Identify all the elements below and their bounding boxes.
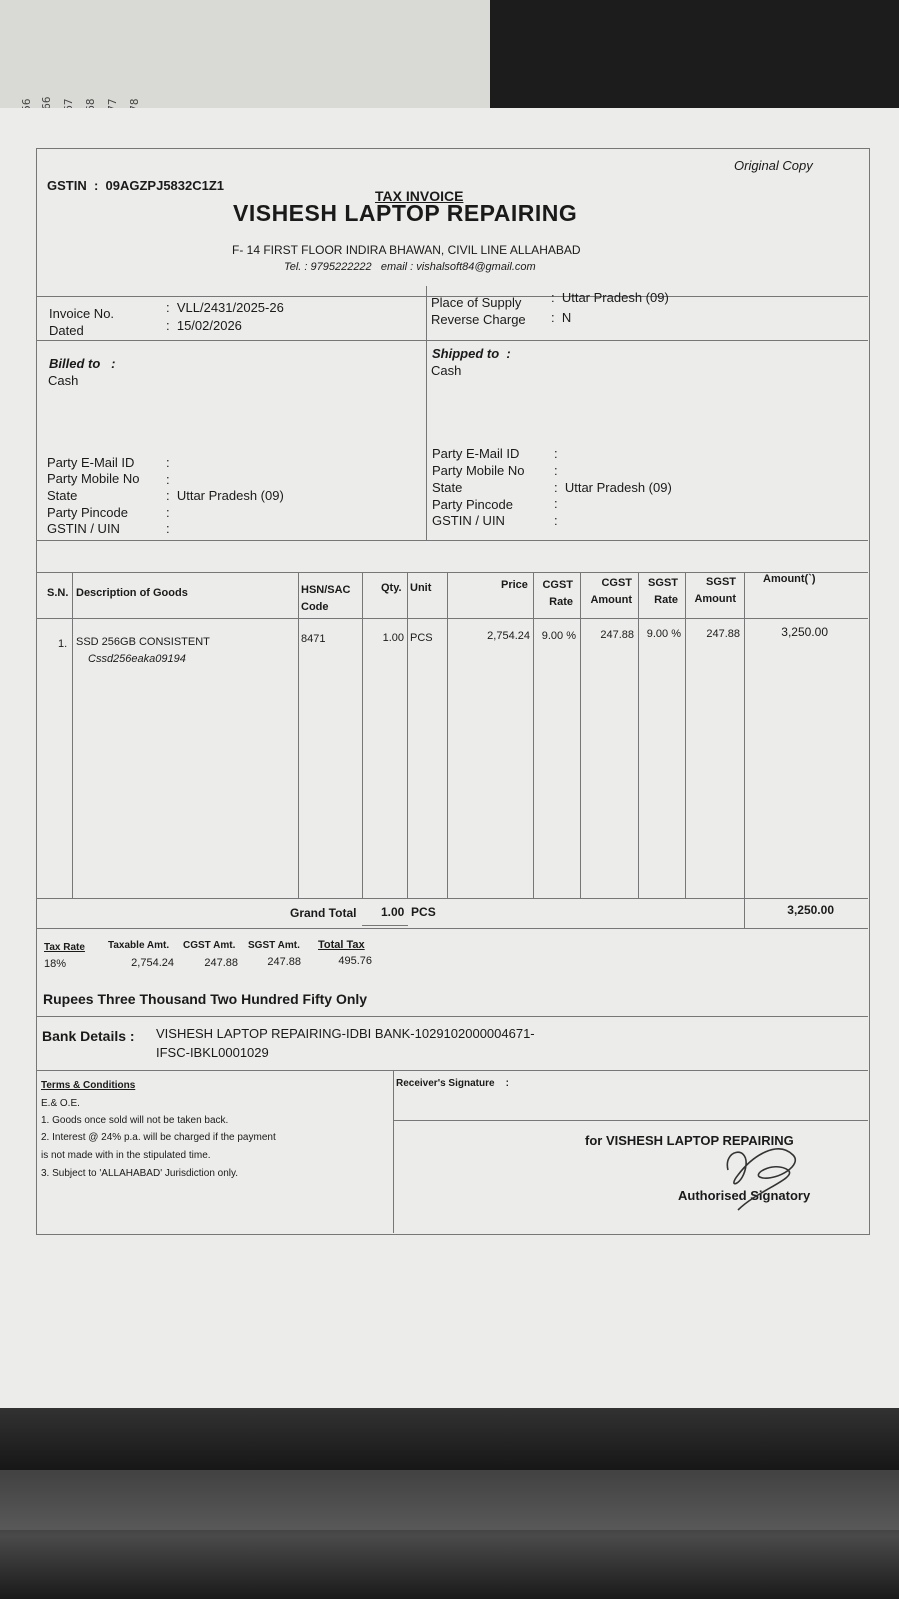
col-header-sgst-amount: SGST Amount — [694, 576, 736, 605]
shipped-gstin-label: GSTIN / UIN — [432, 513, 505, 528]
divider — [36, 1070, 868, 1071]
tax-header-sgst: SGST Amt. — [248, 940, 300, 951]
row-description: SSD 256GB CONSISTENT — [76, 636, 210, 648]
shipped-pincode-label: Party Pincode — [432, 497, 513, 512]
bank-details-line2: IFSC-IBKL0001029 — [156, 1045, 269, 1060]
shipped-colons: : : : Uttar Pradesh (09) : : — [554, 446, 672, 529]
place-of-supply-label: Place of Supply — [431, 295, 522, 310]
tax-header-taxable: Taxable Amt. — [108, 940, 170, 951]
divider — [393, 1120, 868, 1121]
row-serial-number: Cssd256eaka09194 — [88, 653, 186, 665]
dated-label: Dated — [49, 323, 84, 338]
place-of-supply-value: : Uttar Pradesh (09) — [551, 290, 669, 305]
authorised-signatory: Authorised Signatory — [678, 1188, 811, 1203]
grand-total-qty: 1.00 PCS — [381, 905, 436, 919]
row-sn: 1. — [58, 638, 68, 650]
company-name: VISHESH LAPTOP REPAIRING — [233, 200, 578, 226]
row-cgst-rate: 9.00 % — [541, 630, 576, 642]
reverse-charge-value: : N — [551, 310, 572, 325]
background-dark-surface — [490, 0, 899, 120]
col-header-description: Description of Goods — [76, 587, 188, 599]
divider — [393, 1070, 394, 1233]
row-amount: 3,250.00 — [781, 625, 828, 639]
billed-colons: : : : Uttar Pradesh (09) : : — [166, 455, 284, 536]
row-sgst-rate: 9.00 % — [646, 628, 681, 640]
bank-details-line1: VISHESH LAPTOP REPAIRING-IDBI BANK-1029102000004671- — [156, 1026, 535, 1041]
shipped-state-label: State — [432, 480, 463, 495]
row-cgst-amount: 247.88 — [600, 629, 634, 641]
terms-heading: Terms & Conditions — [41, 1080, 136, 1091]
tax-value-taxable: 2,754.24 — [131, 957, 174, 969]
billed-gstin-label: GSTIN / UIN — [47, 521, 120, 536]
col-header-cgst-amount: CGST Amount — [590, 577, 632, 606]
company-address: F- 14 FIRST FLOOR INDIRA BHAWAN, CIVIL LINE ALLAHABAD — [232, 243, 581, 257]
row-unit: PCS — [410, 632, 433, 644]
seller-gstin: GSTIN : 09AGZPJ5832C1Z1 — [47, 178, 225, 193]
divider — [36, 340, 868, 341]
col-header-qty: Qty. — [381, 582, 402, 594]
background-glare — [0, 1470, 899, 1530]
shipped-email-label: Party E-Mail ID — [432, 446, 520, 461]
column-divider — [580, 572, 581, 898]
billed-state-label: State — [47, 488, 78, 503]
tax-value-total: 495.76 — [338, 955, 372, 967]
divider — [36, 540, 868, 541]
invoice-no-label: Invoice No. — [49, 306, 115, 321]
billed-email-label: Party E-Mail ID — [47, 455, 135, 470]
grand-total-amount: 3,250.00 — [787, 903, 834, 917]
billed-pincode-label: Party Pincode — [47, 505, 128, 520]
row-sgst-amount: 247.88 — [706, 628, 740, 640]
col-header-sgst-rate: SGST Rate — [648, 577, 678, 606]
divider — [36, 1016, 868, 1017]
amount-in-words: Rupees Three Thousand Two Hundred Fifty Only — [43, 991, 368, 1007]
signature-scribble — [718, 1130, 808, 1220]
terms-item: 2. Interest @ 24% p.a. will be charged if the payment — [41, 1132, 276, 1143]
col-header-price: Price — [501, 579, 528, 591]
tax-header-total: Total Tax — [318, 939, 365, 951]
billed-mobile-label: Party Mobile No — [47, 471, 140, 486]
shipped-to-name: Cash — [431, 363, 462, 378]
col-header-sn: S.N. — [47, 587, 69, 599]
column-divider — [533, 572, 534, 898]
tax-header-rate: Tax Rate — [44, 942, 85, 953]
column-divider — [685, 572, 686, 898]
column-divider — [72, 572, 73, 898]
col-header-amount: Amount(`) — [763, 573, 816, 585]
invoice-no-value: : VLL/2431/2025-26 — [166, 300, 284, 315]
document-title: TAX INVOICE — [375, 188, 464, 204]
for-company: for VISHESH LAPTOP REPAIRING — [585, 1133, 794, 1148]
tax-value-sgst: 247.88 — [267, 956, 301, 968]
col-header-unit: Unit — [410, 582, 432, 594]
company-contact: Tel. : 9795222222 email : vishalsoft84@gmail.com — [284, 261, 536, 273]
reverse-charge-label: Reverse Charge — [431, 312, 526, 327]
terms-eoe: E.& O.E. — [41, 1098, 80, 1109]
row-hsn: 8471 — [301, 633, 326, 645]
tax-value-rate: 18% — [44, 958, 67, 970]
column-divider — [638, 572, 639, 898]
tax-header-cgst: CGST Amt. — [183, 940, 236, 951]
row-price: 2,754.24 — [487, 630, 530, 642]
terms-item: 1. Goods once sold will not be taken back. — [41, 1115, 229, 1126]
dated-value: : 15/02/2026 — [166, 318, 242, 333]
grand-total-label: Grand Total — [290, 906, 357, 920]
divider — [36, 928, 868, 929]
terms-item: is not made with in the stipulated time. — [41, 1150, 211, 1161]
tax-value-cgst: 247.88 — [204, 957, 238, 969]
underline — [362, 925, 408, 926]
billed-to-name: Cash — [48, 373, 79, 388]
column-divider — [447, 572, 448, 898]
column-divider — [298, 572, 299, 898]
receiver-signature-label: Receiver's Signature : — [396, 1078, 509, 1089]
column-divider — [362, 572, 363, 898]
copy-label: Original Copy — [734, 158, 813, 173]
col-header-cgst-rate: CGST Rate — [542, 579, 573, 608]
shipped-mobile-label: Party Mobile No — [432, 463, 525, 478]
divider — [36, 898, 868, 899]
row-qty: 1.00 — [382, 632, 404, 644]
terms-item: 3. Subject to 'ALLAHABAD' Jurisdiction only. — [41, 1168, 239, 1179]
billed-to-heading: Billed to : — [49, 356, 116, 371]
shipped-to-heading: Shipped to : — [432, 346, 511, 361]
divider — [426, 286, 427, 540]
bank-details-label: Bank Details : — [42, 1028, 135, 1044]
col-header-hsn: HSN/SAC Code — [301, 584, 351, 613]
column-divider — [407, 572, 408, 898]
